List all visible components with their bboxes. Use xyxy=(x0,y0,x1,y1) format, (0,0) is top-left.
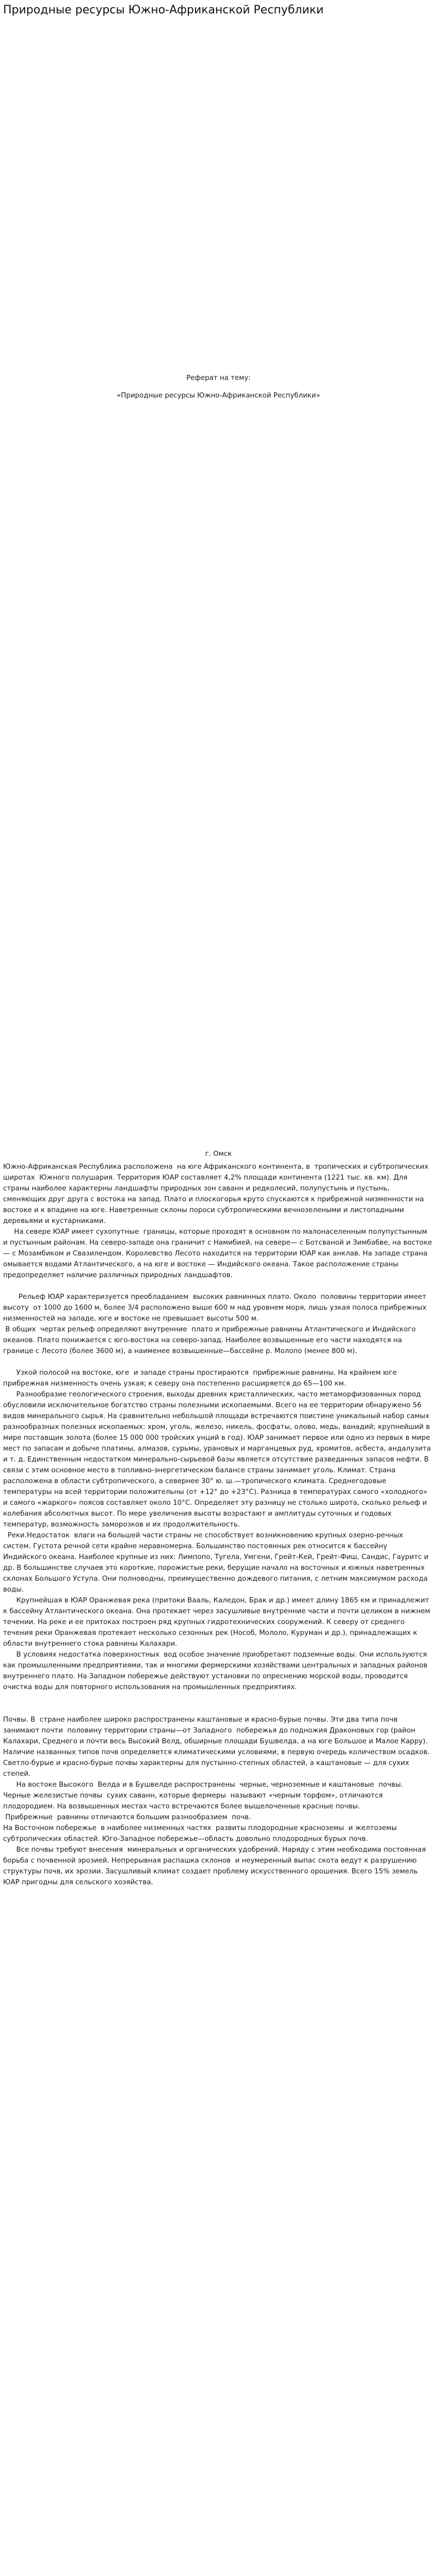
page-title: Природные ресурсы Южно-Африканской Республики xyxy=(3,4,324,17)
paragraph-gap xyxy=(3,1357,432,1367)
paragraph: В общих чертах рельеф определяют внутренние плато и прибрежные равнины Атлантического и Индийского океанов. Плато понижается с юго-востока на северо-запад. Наиболее возвышенные его части находятся на границе с Лесото (более 3600 м), а наименее возвышенные—бассейне р. Молопо (менее 800 м). xyxy=(3,1326,420,1355)
paragraph: Почвы. В стране наиболее широко распространены каштановые и красно-бурые почвы. Эти два типа почв занимают почти половину территории страны—от Западного побережья до подножия Драконовых гор (район Калахари, Среднего и почти весь Высокий Велд, обширные площади Бушвелда, а на юге Большое и Малое Карру). Наличие названных типов почв определяется климатическими условиями, в первую очередь количеством осадков. Светло-бурые и красно-бурые почвы характерны для пустынно-степных областей, а каштановые — для сухих степей. xyxy=(3,1716,432,1778)
paragraph: Реки.Недостаток влаги на большей части страны не способствует возникновению крупных озерно-речных систем. Густота речной сети крайне неравномерна. Большинство постоянных рек относится к бассейну Индийского океана. Наиболее крупные из них: Лимпопо, Тугела, Умгени, Грейт-Кей, Грейт-Фиш, Сандис, Гауритс и др. В большинстве случаев это короткие, порожистые реки, берущие начало на восточных и южных наветренных склонах Большого Уступа. Они полноводны, преимущественно дождевого питания, с летним максимумом расхода воды. xyxy=(3,1532,431,1594)
cover-topic: «Природные ресурсы Южно-Африканской Республики» xyxy=(117,392,320,400)
paragraph: Южно-Африканская Республика расположена на юге Африканского континента, в тропических и субтропических широтах Южного полушария. Территория ЮАР составляет 4,2% площади континента (1221 тыс. кв. км). Для страны наиболее характерны ландшафты природных зон саванн и редколесий, полупустынь и пустынь, сменяющих друг друга с востока на запад. Плато и плоскогорья круто спускаются к прибрежной низменности на востоке и к впадине на юге. Наветренные склоны пороси субтропическими вечнозелеными и листопадными деревьями и кустарниками. xyxy=(3,1163,431,1225)
document-body xyxy=(3,1162,432,1888)
paragraph: На севере ЮАР имеет сухопутные границы, которые проходят в основном по малонаселенным полупустынным и пустынным районам. На северо-западе она граничит с Намибией, на севере— с Ботсваной и Зимбабве, на востоке— с Мозамбиком и Свазилендом. Королевство Лесото находится на территории ЮАР как анклав. На западе страна омывается водами Атлантического, а на юге и востоке — Индийского океана. Такое расположение страны предопределяет наличие различных природных ландшафтов. xyxy=(3,1228,432,1279)
paragraph: Узкой полосой на востоке, юге и западе страны простираются прибрежные равнины. На крайнем юге прибрежная низменность очень узкая; к северу она постепенно расширяется до 65—100 км. xyxy=(3,1369,399,1388)
paragraph: Крупнейшая в ЮАР Оранжевая река (притоки Вааль, Каледон, Брак и др.) имеет длину 1865 км и принадлежит к бассейну Атлантического океана. Она протекает через засушливые внутренние части и почти целиком в нижнем течении. На реке и ее притоках построен ряд крупных гидротехнических сооружений. К северу от среднего течения реки Оранжевая протекает несколько сезонных рек (Нособ, Мололо, Куруман и др.), принадлежащих к области внутреннего стока равнины Калахари. xyxy=(3,1597,432,1648)
paragraph: Рельеф ЮАР характеризуется преобладанием высоких равнинных плато. Около половины территории имеет высоту от 1000 до 1600 м, более 3/4 расположено выше 600 м над уровнем моря, лишь узкая полоса прибрежных низменностей на западе, юге и востоке не превышает высоты 500 м. xyxy=(3,1293,429,1323)
paragraph: Разнообразие геологического строения, выходы древних кристаллических, часто метаморфизованных пород обусловили исключительное богатство страны полезными ископаемыми. Всего на ее территории обнаружено 56 видов минерального сырья. На сравнительно небольшой площади встречаются поистине уникальный набор самых разнообразных полезных ископаемых: хром, уголь, железо, никель, фосфаты, олово, медь, ванадий; крупнейший в мире поставщик золота (более 15 000 000 тройских унций в год). ЮАР занимает первое или одно из первых в мире мест по запасам и добыче платины, алмазов, сурьмы, урановых и марганцевых руд, хромитов, асбеста, андалузита и т. д. Единственным недостатком минерально-сырьевой базы является отсутствие разведанных запасов нефти. В связи с этим основное место в топливно-энергетическом балансе страны занимает уголь. Климат. Страна расположена в области субтропического, а севернее 30° ю. ш.—тропического климата. Среднегодовые температуры на всей территории положительны (от +12° до +23°С). Разница в температурах самого «холодного» и самого «жаркого» поясов составляет около 10°С. Определяет эту разницу не столько широта, сколько рельеф и колебания абсолютных высот. По мере увеличения высоты возрастают и амплитуды суточных и годовых температур, возможность заморозков и их продолжительность. xyxy=(3,1391,433,1529)
paragraph: На востоке Высокого Велда и в Бушвелде распространены черные, черноземные и каштановые почвы. Черные железистые почвы сухих саванн, которые фермеры называют «черным торфом», отличаются плодородием. На возвышенных местах часто встречаются более выщелоченные красные почвы. xyxy=(3,1781,406,1810)
paragraph-gap xyxy=(3,1281,432,1292)
cover-label: Реферат на тему: xyxy=(186,374,251,382)
cover-city: г. Омск xyxy=(205,1150,232,1158)
paragraph-gap xyxy=(3,1693,432,1704)
paragraph: В условиях недостатка поверхностных вод особое значение приобретают подземные воды. Они используются как промышленными предприятиями, так и многими фермерскими хозяйствами центральных и западных районов внутреннего плато. На Западном побережье действуют установки по опреснению морской воды, проводится очистка воды для повторного использования на промышленных предприятиях. xyxy=(3,1651,430,1691)
paragraph: Все почвы требуют внесения минеральных и органических удобрений. Наряду с этим необходима постоянная борьба с почвенной эрозией. Непрерывная распашка склонов и неумеренный выпас скота ведут к разрушению структуры почв, их эрозии. Засушливый климат создает проблему искусственного орошения. Всего 15% земель ЮАР пригодны для сельского хозяйства. xyxy=(3,1846,430,1886)
paragraph: Прибрежные равнины отличаются большим разнообразием почв. xyxy=(3,1814,251,1821)
paragraph-gap xyxy=(3,1704,432,1714)
paragraph: На Восточном побережье в наиболее низменных частях развиты плодородные красноземы и желтоземы субтропических областей. Юго-Западное побережье—область довольно плодородных бурых почв. xyxy=(3,1824,399,1843)
